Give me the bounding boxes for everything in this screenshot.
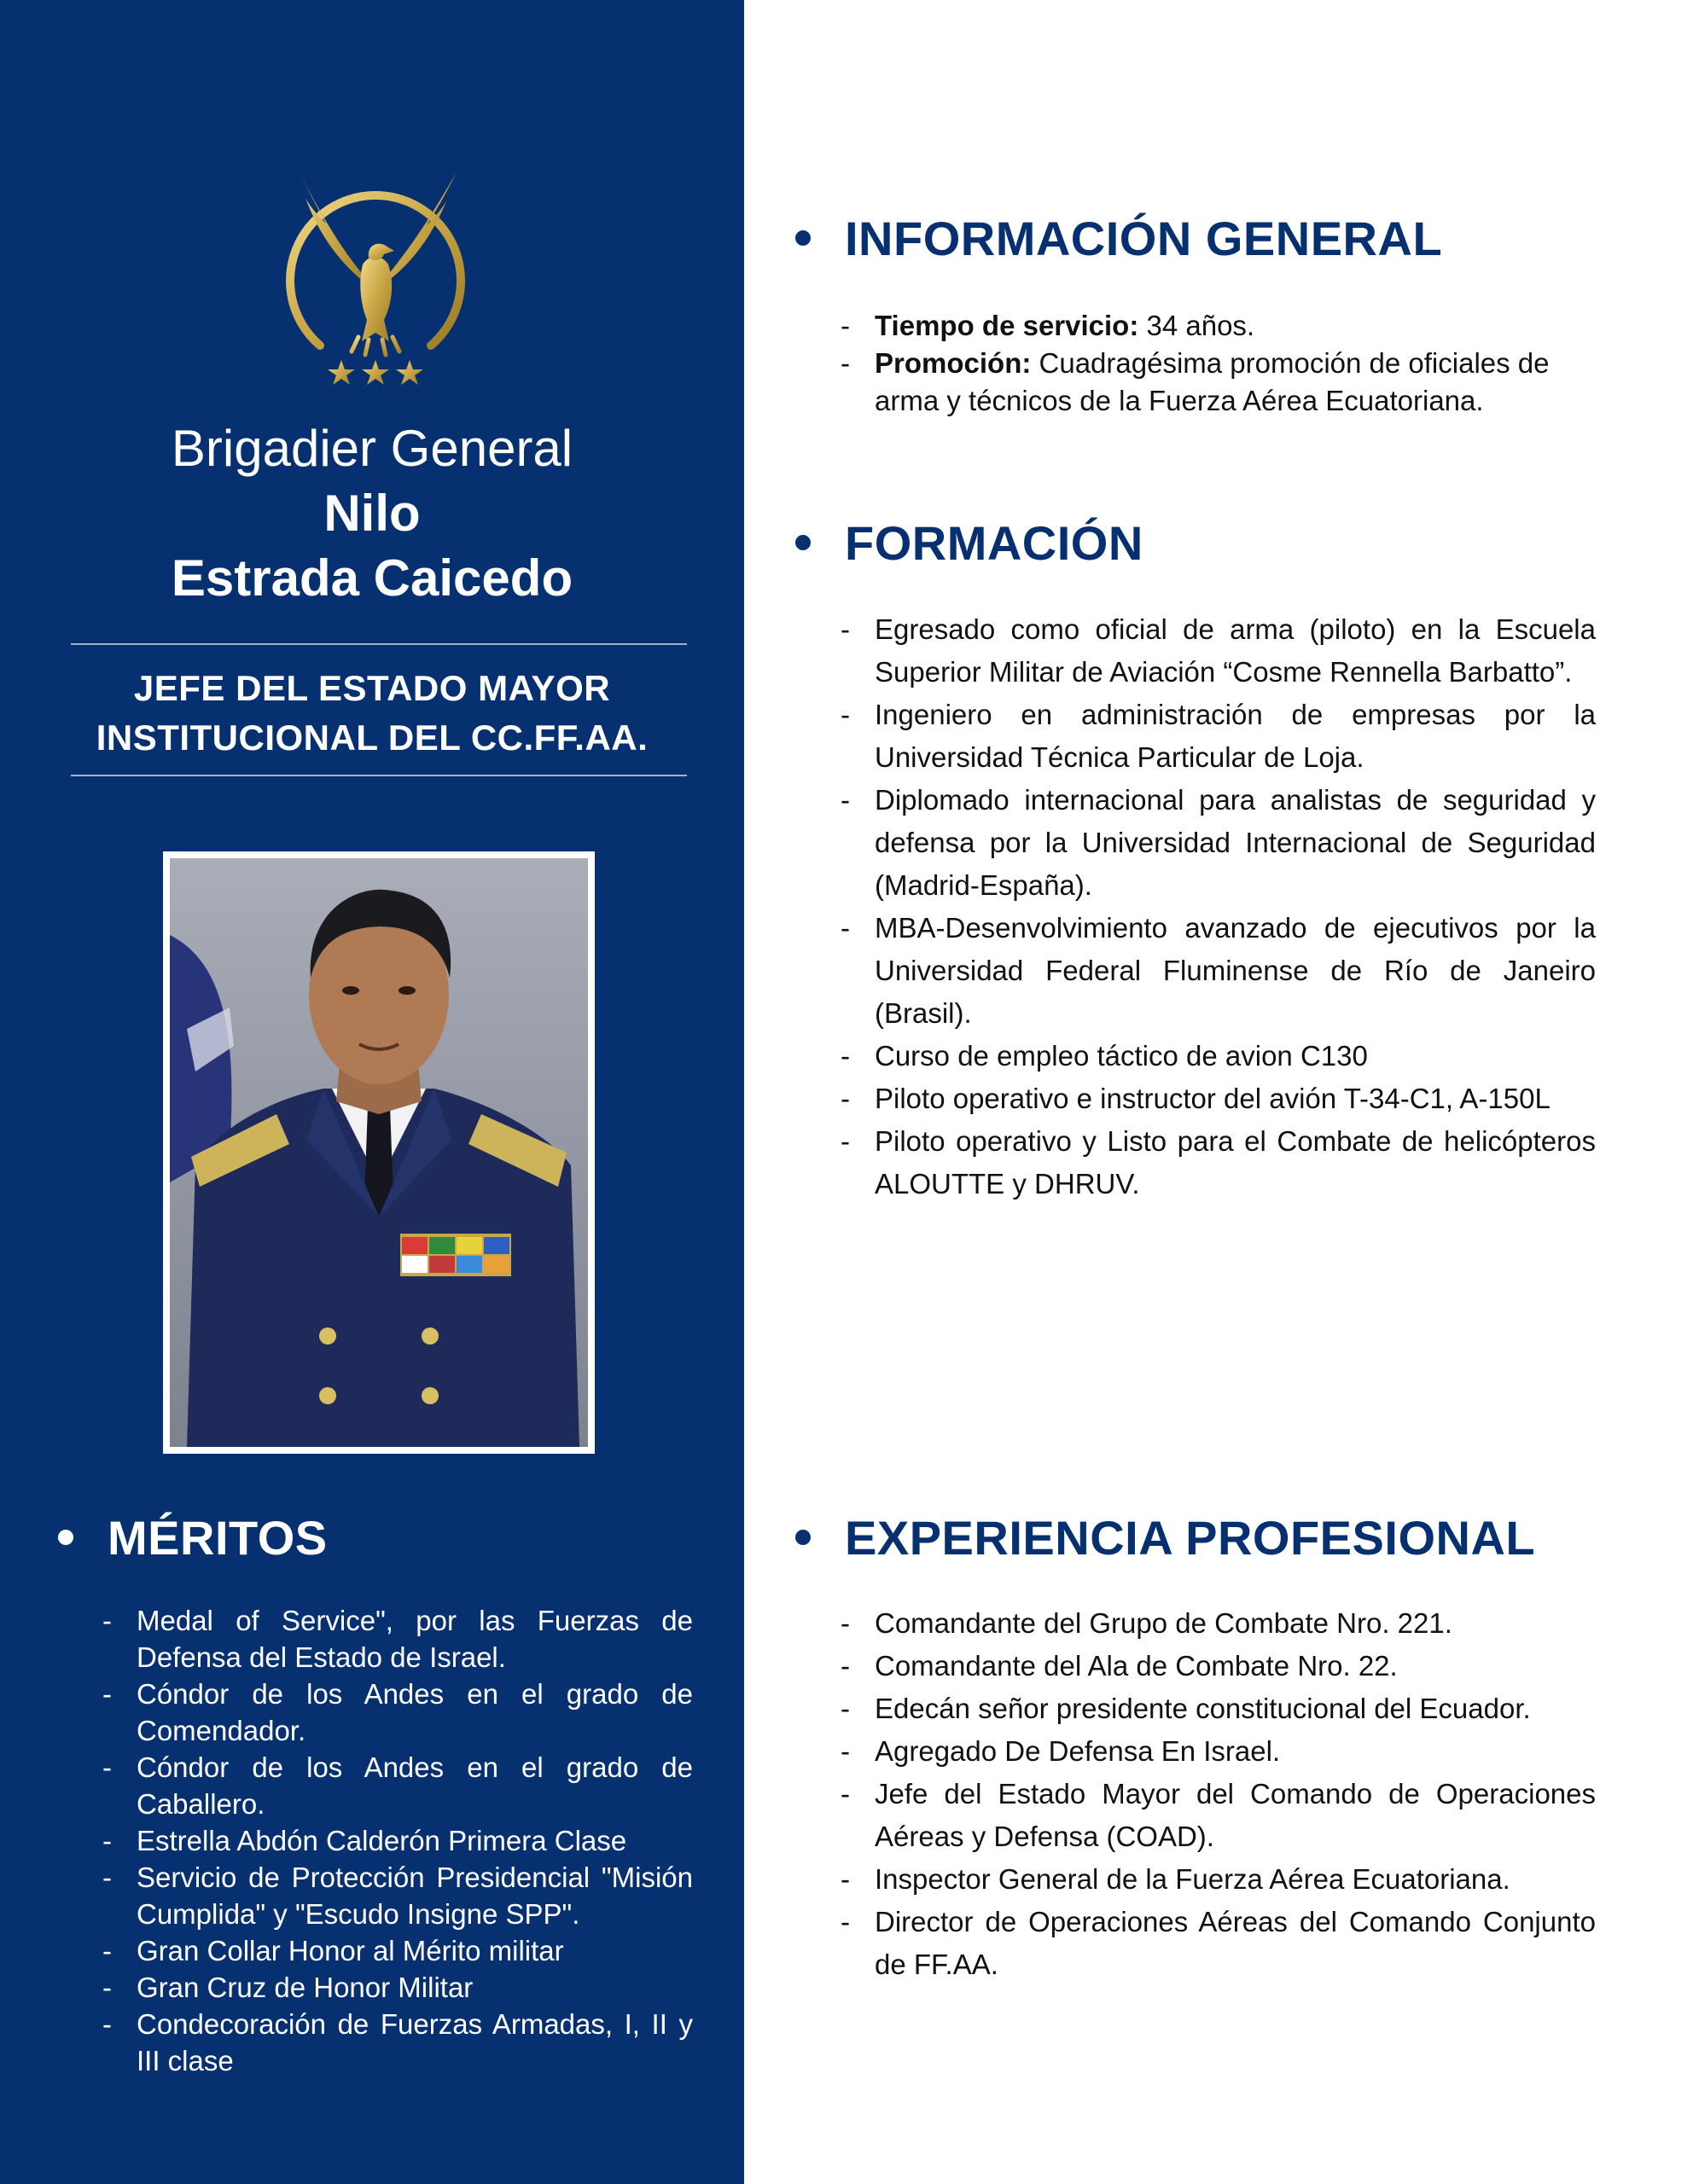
list-item: - Gran Collar Honor al Mérito militar (102, 1932, 693, 1969)
meritos-bullet-icon (58, 1530, 73, 1545)
list-item: - Comandante del Ala de Combate Nro. 22. (841, 1645, 1596, 1687)
info-title-text: INFORMACIÓN GENERAL (845, 212, 1443, 265)
list-item: - MBA-Desenvolvimiento avanzado de ejecutivos por la Universidad Federal Fluminense de Río de Janeiro (Brasil). (841, 907, 1596, 1035)
position-line-1: JEFE DEL ESTADO MAYOR (133, 668, 611, 708)
formacion-title (795, 514, 1143, 573)
list-item: - Servicio de Protección Presidencial "Misión Cumplida" y "Escudo Insigne SPP". (102, 1859, 693, 1932)
list-item: - Comandante del Grupo de Combate Nro. 221. (841, 1602, 1596, 1645)
experiencia-title-text: EXPERIENCIA PROFESIONAL (845, 1511, 1536, 1565)
divider-top (71, 643, 687, 645)
info-general-title (795, 209, 1442, 269)
list-item: - Piloto operativo y Listo para el Combate de helicópteros ALOUTTE y DHRUV. (841, 1120, 1596, 1205)
list-item: - Edecán señor presidente constitucional del Ecuador. (841, 1687, 1596, 1730)
service-label: Tiempo de servicio: (875, 310, 1139, 341)
list-item: - Condecoración de Fuerzas Armadas, I, II y III clase (102, 2006, 693, 2079)
experiencia-bullet-icon (795, 1530, 811, 1545)
meritos-list (102, 1602, 693, 2079)
list-item: - Gran Cruz de Honor Militar (102, 1969, 693, 2006)
experiencia-title (795, 1508, 1535, 1568)
list-item: - Agregado De Defensa En Israel. (841, 1730, 1596, 1773)
list-item: - Medal of Service", por las Fuerzas de Defensa del Estado de Israel. (102, 1602, 693, 1676)
officer-last-name: Estrada Caicedo (171, 549, 573, 607)
list-item: - Estrella Abdón Calderón Primera Clase (102, 1822, 693, 1859)
promo-label: Promoción: (875, 347, 1032, 379)
promo-value: Cuadragésima promoción de oficiales de arma y técnicos de la Fuerza Aérea Ecuatoriana. (875, 347, 1550, 416)
portrait-illustration (170, 858, 588, 1447)
list-item: - Diplomado internacional para analistas de seguridad y defensa por la Universidad Internacional de Seguridad (Madrid-España). (841, 779, 1596, 907)
list-item (841, 345, 1566, 420)
meritos-title (58, 1508, 328, 1568)
profile-sidebar (0, 0, 744, 2184)
service-value: 34 años. (1138, 310, 1255, 341)
officer-rank: Brigadier General (171, 420, 573, 477)
experiencia-list (841, 1602, 1596, 1986)
list-item: - Piloto operativo e instructor del avión T-34-C1, A-150L (841, 1077, 1596, 1120)
list-item: - Jefe del Estado Mayor del Comando de Operaciones Aéreas y Defensa (COAD). (841, 1773, 1596, 1858)
list-item: - Director de Operaciones Aéreas del Comando Conjunto de FF.AA. (841, 1901, 1596, 1986)
officer-first-name: Nilo (323, 485, 421, 542)
formacion-bullet-icon (795, 535, 811, 550)
position-line-2: INSTITUCIONAL DEL CC.FF.AA. (96, 717, 649, 758)
list-item: - Cóndor de los Andes en el grado de Caballero. (102, 1749, 693, 1822)
list-item: - Egresado como oficial de arma (piloto) en la Escuela Superior Militar de Aviación “Cosme Rennella Barbatto”. (841, 608, 1596, 694)
officer-portrait (163, 851, 595, 1454)
air-force-eagle-emblem-icon (273, 162, 478, 392)
info-bullet-icon (795, 230, 811, 246)
formacion-list (841, 608, 1596, 1205)
officer-position (0, 664, 744, 763)
meritos-title-text: MÉRITOS (108, 1511, 328, 1565)
list-item (841, 307, 1566, 345)
list-item: - Curso de empleo táctico de avion C130 (841, 1035, 1596, 1077)
list-item: - Inspector General de la Fuerza Aérea Ecuatoriana. (841, 1858, 1596, 1901)
formacion-title-text: FORMACIÓN (845, 516, 1143, 570)
list-item: - Cóndor de los Andes en el grado de Comendador. (102, 1676, 693, 1749)
list-item: - Ingeniero en administración de empresas por la Universidad Técnica Particular de Loja. (841, 694, 1596, 779)
info-general-list (841, 307, 1566, 420)
divider-bottom (71, 775, 687, 776)
